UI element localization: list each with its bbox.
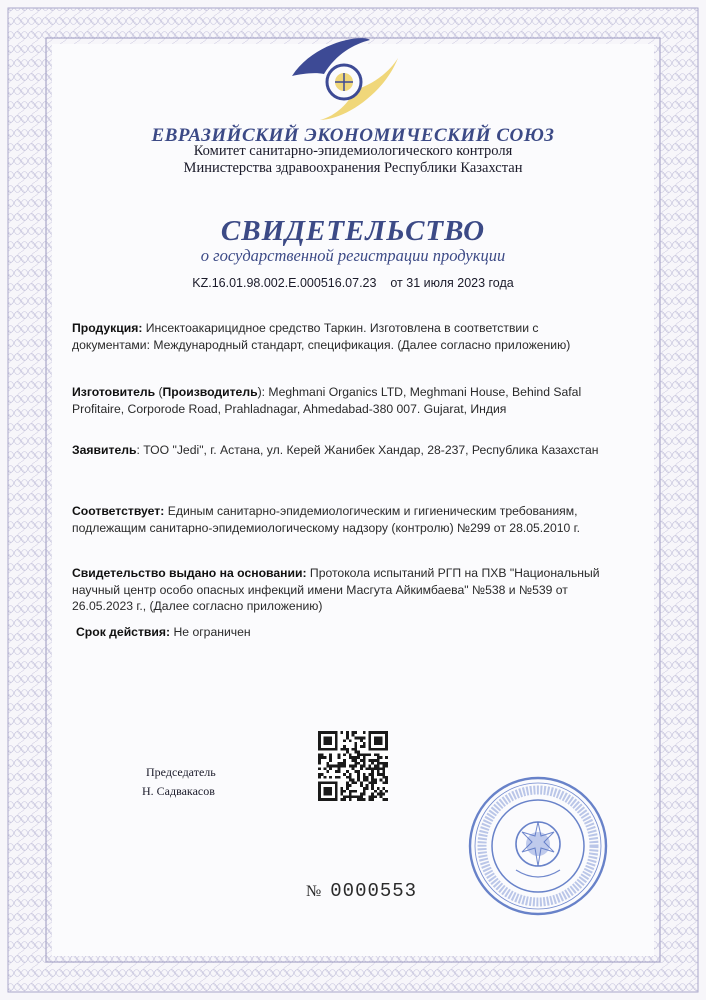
eaeu-emblem-logo: [284, 24, 404, 134]
official-stamp: [466, 774, 610, 918]
document-subtitle: о государственной регистрации продукции: [200, 246, 506, 265]
registration-line: [0, 276, 706, 290]
applicant-label: Заявитель: [72, 443, 137, 457]
validity-text: Не ограничен: [170, 625, 251, 639]
compliance-label: Соответствует:: [72, 504, 165, 518]
signatory-role: Председатель: [146, 765, 216, 779]
manufacturer-label: Изготовитель: [72, 385, 156, 399]
applicant-text: : ТОО "Jedi", г. Астана, ул. Керей Жанибек Хандар, 28-237, Республика Казахстан: [136, 443, 599, 457]
union-heading: ЕВРАЗИЙСКИЙ ЭКОНОМИЧЕСКИЙ СОЮЗ: [151, 125, 555, 146]
manufacturer-text: : Meghmani Organics LTD, Meghmani House, Behind Safal Profitaire, Corporode Road, Prahladnagar, Ahmedabad-380 007. Gujarat, Индия: [72, 385, 582, 416]
registration-number: KZ.16.01.98.002.E.000516.07.23: [192, 276, 377, 290]
manufacturer-section: Изготовитель (Производитель): Meghmani Organics LTD, Meghmani House, Behind Safal Profitaire, Corporode Road, Prahladnagar, Ahmedabad-380 007. Gujarat, Индия: [72, 385, 582, 416]
compliance-text: Единым санитарно-эпидемиологическим и гигиеническим требованиям, подлежащим санитарно-эпидемиологическому надзору (контролю) №299 от 28.05.2010 г.: [72, 504, 581, 535]
basis-label: Свидетельство выдано на основании:: [72, 566, 307, 580]
applicant-section: [72, 442, 612, 459]
product-text: Инсектоакарицидное средство Таркин. Изготовлена в соответствии с документами: Международный стандарт, спецификация. (Далее согласно приложению): [72, 321, 571, 352]
producer-label: Производитель: [162, 385, 258, 399]
serial-digits: 0000553: [330, 880, 418, 902]
number-sign: №: [306, 883, 323, 900]
validity-section: [76, 624, 616, 641]
qr-code: [318, 731, 388, 801]
compliance-section: [72, 503, 612, 536]
product-label: Продукция:: [72, 321, 143, 335]
document-title: СВИДЕТЕЛЬСТВО: [220, 215, 486, 247]
committee-heading: Комитет санитарно-эпидемиологического контроля: [193, 143, 513, 159]
signatory-name: Н. Садвакасов: [142, 784, 215, 798]
ministry-heading: Министерства здравоохранения Республики Казахстан: [183, 160, 523, 176]
validity-label: Срок действия:: [76, 625, 171, 639]
serial-number: [306, 880, 417, 902]
basis-section: [72, 565, 612, 615]
product-section: [72, 320, 612, 353]
registration-date: от 31 июля 2023 года: [390, 276, 514, 290]
basis-text: Протокола испытаний РГП на ПХВ "Национальный научный центр особо опасных инфекций имени Масгута Айкимбаева" №538 и №539 от 26.05.2023 г., (Далее согласно приложению): [72, 566, 600, 613]
